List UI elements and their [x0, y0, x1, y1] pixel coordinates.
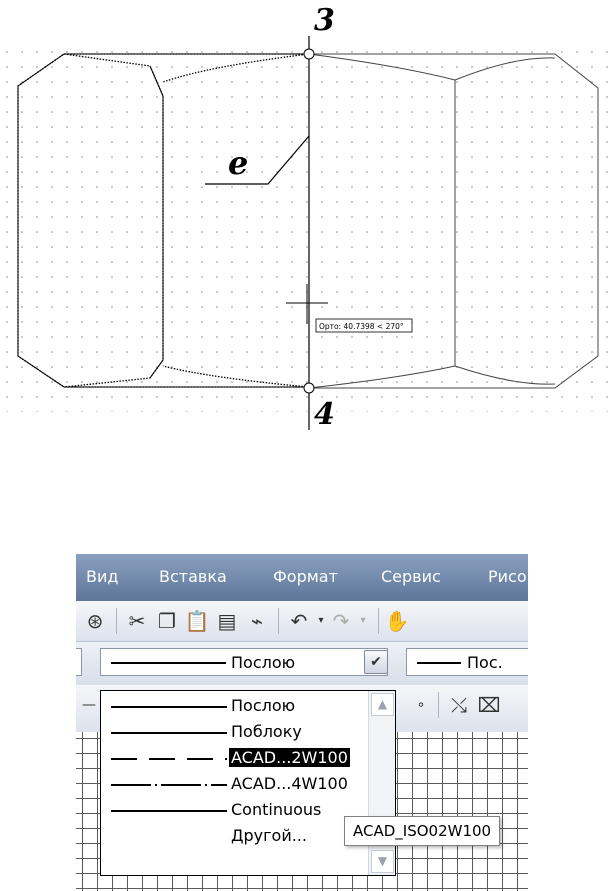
menu-insert[interactable]: Вставка	[159, 567, 227, 586]
toolbar-separator	[438, 692, 439, 718]
menu-format[interactable]: Формат	[273, 567, 338, 586]
trim-icon[interactable]: ⤯	[451, 693, 467, 717]
list-item[interactable]	[101, 695, 367, 719]
redo-dropdown-icon[interactable]: ▾	[360, 615, 366, 626]
linetype-solid-sample	[111, 732, 227, 734]
toolbar-separator	[278, 608, 279, 634]
list-item[interactable]	[101, 773, 367, 797]
chevron-down-icon[interactable]: ✔	[364, 650, 388, 674]
lineweight-preview	[417, 662, 461, 664]
option-label: ACAD...2W100	[231, 748, 348, 767]
menu-tools[interactable]: Сервис	[381, 567, 441, 586]
option-label: Continuous	[231, 800, 322, 819]
endpoint-marker-3	[304, 49, 314, 59]
publish-icon[interactable]: ⊛	[86, 609, 104, 633]
paste-icon[interactable]: 📋	[184, 609, 210, 633]
option-label: Послою	[231, 696, 296, 715]
option-label: ACAD...4W100	[231, 774, 348, 793]
linetype-tooltip: ACAD_ISO02W100	[344, 816, 500, 846]
point-label-4: 4	[314, 397, 335, 432]
chevron-up-icon[interactable]: ▲	[371, 693, 394, 716]
linetype-dashed-sample	[111, 758, 227, 760]
standard-toolbar	[76, 601, 528, 642]
snap-grid	[0, 40, 608, 412]
ortho-tooltip: Орто: 40.7398 < 270°	[319, 322, 404, 331]
linetype-solid-sample	[111, 810, 227, 812]
drawing-figure	[0, 0, 608, 440]
match-properties-icon[interactable]: ▤	[217, 609, 237, 633]
linetype-solid-sample	[111, 706, 227, 708]
list-item[interactable]	[101, 721, 367, 745]
menu-view[interactable]: Вид	[86, 567, 119, 586]
block-editor-icon[interactable]: ⌁	[250, 609, 264, 633]
point-label-3: 3	[314, 3, 335, 38]
linetype-combo[interactable]	[100, 648, 388, 676]
linetype-preview	[111, 662, 226, 664]
dash-icon: —	[82, 697, 96, 713]
toolbar-separator	[378, 608, 379, 634]
label-e: e	[228, 144, 249, 182]
toolbar-separator	[116, 608, 117, 634]
copy-icon[interactable]: ❐	[158, 609, 176, 633]
lineweight-combo[interactable]	[406, 648, 528, 676]
combo-fragment	[76, 648, 82, 676]
circle-icon[interactable]: ∘	[416, 697, 426, 713]
endpoint-marker-4	[304, 383, 314, 393]
cut-icon[interactable]: ✂	[128, 609, 146, 633]
chevron-down-icon[interactable]: ▼	[371, 850, 394, 873]
list-item[interactable]	[101, 799, 367, 823]
autocad-ui-screenshot	[76, 554, 528, 891]
menu-bar	[76, 554, 528, 601]
linetype-dropdown-list	[100, 690, 396, 876]
lineweight-combo-value: Пос.	[467, 653, 503, 672]
redo-icon[interactable]: ↷	[332, 609, 350, 633]
option-label: Другой...	[231, 826, 307, 845]
pan-hand-icon[interactable]: ✋	[384, 609, 410, 633]
undo-dropdown-icon[interactable]: ▾	[318, 615, 324, 626]
erase-icon[interactable]: ⌧	[477, 693, 501, 717]
properties-toolbar	[76, 642, 528, 685]
linetype-combo-value: Послою	[231, 653, 296, 672]
menu-draw[interactable]: Рисо	[488, 567, 527, 586]
option-label: Поблоку	[231, 722, 302, 741]
list-item[interactable]	[101, 747, 367, 771]
undo-icon[interactable]: ↶	[290, 609, 308, 633]
linetype-dashdot-sample	[111, 784, 227, 786]
list-item[interactable]	[101, 825, 367, 849]
dropdown-scrollbar[interactable]	[368, 691, 395, 875]
